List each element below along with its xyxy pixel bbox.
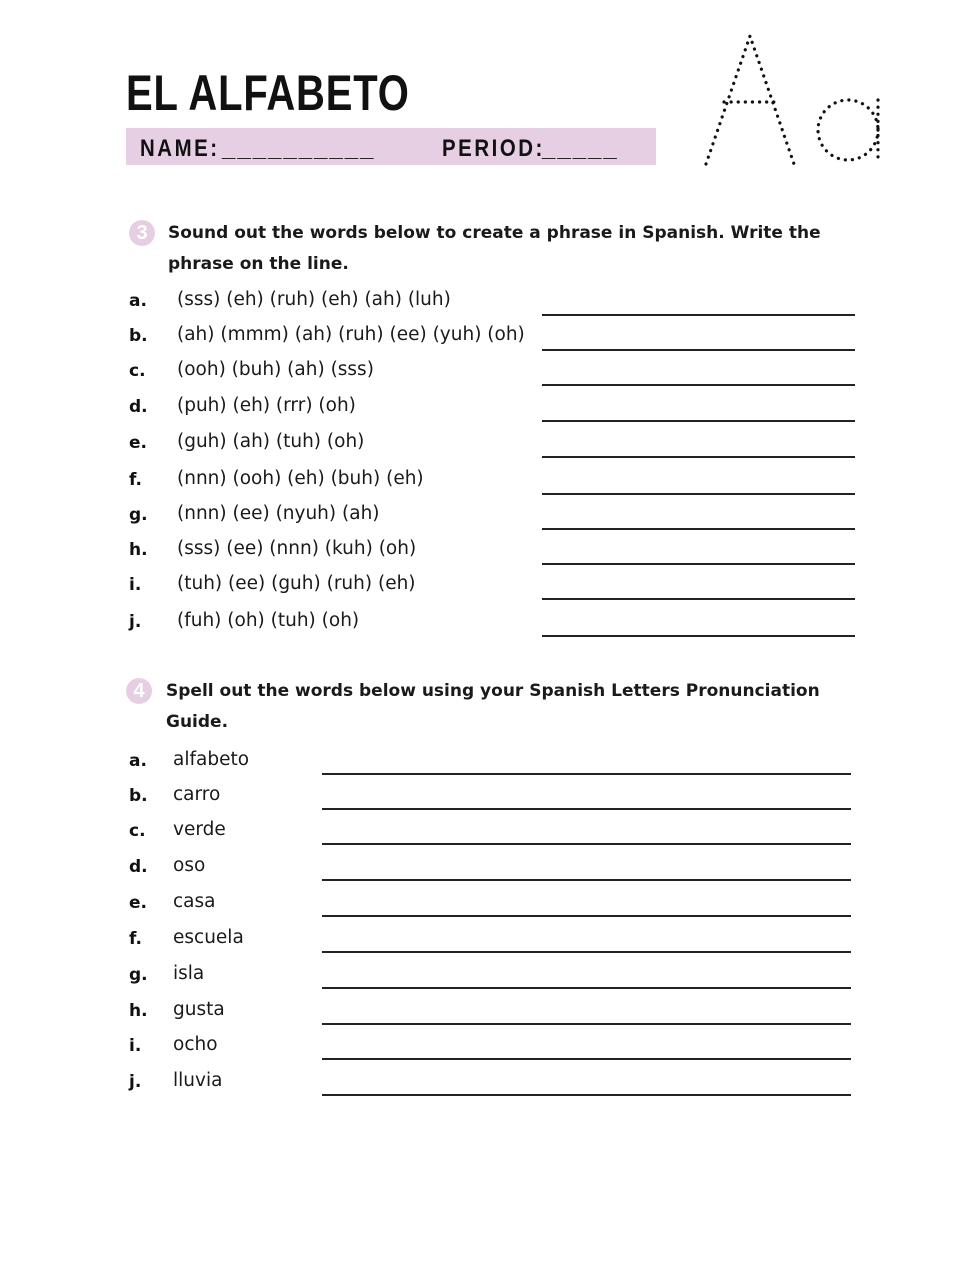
item-letter: j. [129,1072,142,1092]
answer-line[interactable] [542,635,855,637]
answer-line[interactable] [322,879,851,881]
item-letter: c. [129,361,146,381]
list-item [0,997,979,1027]
list-item [0,429,979,459]
item-prompt: alfabeto [173,749,250,770]
item-prompt: (puh) (eh) (rrr) (oh) [177,395,356,416]
tracing-letters-aa-icon [700,30,890,170]
item-prompt: (fuh) (oh) (tuh) (oh) [177,610,360,631]
list-item [0,571,979,601]
item-letter: j. [129,612,142,632]
answer-line[interactable] [542,420,855,422]
item-letter: e. [129,433,147,453]
item-letter: f. [129,470,142,490]
item-letter: h. [129,540,148,560]
item-prompt: lluvia [173,1070,223,1091]
item-prompt: (ooh) (buh) (ah) (sss) [177,359,374,380]
name-blank: __________ [222,135,376,162]
item-letter: g. [129,965,148,985]
list-item [0,817,979,847]
list-item [0,322,979,352]
answer-line[interactable] [322,843,851,845]
answer-line[interactable] [322,1094,851,1096]
section-4-badge: 4 [126,678,152,704]
answer-line[interactable] [542,528,855,530]
answer-line[interactable] [542,563,855,565]
answer-line[interactable] [322,915,851,917]
list-item [0,1032,979,1062]
item-letter: b. [129,786,148,806]
section-4-instruction: Spell out the words below using your Spanish Letters Pronunciation Guide. [166,681,820,732]
item-prompt: (nnn) (ooh) (eh) (buh) (eh) [177,468,424,489]
item-prompt: (ah) (mmm) (ah) (ruh) (ee) (yuh) (oh) [177,324,525,345]
item-letter: g. [129,505,148,525]
answer-line[interactable] [542,349,855,351]
item-letter: a. [129,751,147,771]
section-3-badge: 3 [129,220,155,246]
item-letter: c. [129,821,146,841]
item-prompt: (guh) (ah) (tuh) (oh) [177,431,365,452]
list-item [0,287,979,317]
item-prompt: (sss) (eh) (ruh) (eh) (ah) (luh) [177,289,451,310]
period-blank: _____ [542,135,619,162]
answer-line[interactable] [322,987,851,989]
answer-line[interactable] [542,314,855,316]
list-item [0,782,979,812]
section-3-instruction: Sound out the words below to create a phrase in Spanish. Write the phrase on the line. [168,223,821,274]
item-prompt: oso [173,855,206,876]
answer-line[interactable] [542,598,855,600]
item-letter: a. [129,291,147,311]
item-prompt: (sss) (ee) (nnn) (kuh) (oh) [177,538,417,559]
item-prompt: (nnn) (ee) (nyuh) (ah) [177,503,380,524]
list-item [0,357,979,387]
item-prompt: (tuh) (ee) (guh) (ruh) (eh) [177,573,416,594]
item-letter: f. [129,929,142,949]
answer-line[interactable] [322,773,851,775]
item-letter: e. [129,893,147,913]
item-letter: d. [129,397,148,417]
answer-line[interactable] [542,384,855,386]
list-item [0,393,979,423]
list-item [0,501,979,531]
item-prompt: carro [173,784,221,805]
list-item [0,608,979,638]
list-item [0,1068,979,1098]
answer-line[interactable] [322,1058,851,1060]
answer-line[interactable] [322,951,851,953]
answer-line[interactable] [542,493,855,495]
item-letter: i. [129,575,142,595]
page-title: EL ALFABETO [126,65,410,121]
item-prompt: ocho [173,1034,218,1055]
list-item [0,536,979,566]
item-prompt: gusta [173,999,225,1020]
item-letter: d. [129,857,148,877]
item-letter: i. [129,1036,142,1056]
item-prompt: verde [173,819,226,840]
answer-line[interactable] [322,1023,851,1025]
item-letter: b. [129,326,148,346]
answer-line[interactable] [322,808,851,810]
list-item [0,925,979,955]
period-label: PERIOD: [442,135,545,162]
item-letter: h. [129,1001,148,1021]
answer-line[interactable] [542,456,855,458]
list-item [0,747,979,777]
list-item [0,961,979,991]
list-item [0,889,979,919]
list-item [0,853,979,883]
list-item [0,466,979,496]
item-prompt: casa [173,891,216,912]
name-period-bar [126,128,656,165]
item-prompt: isla [173,963,205,984]
name-label: NAME: [140,135,220,162]
item-prompt: escuela [173,927,244,948]
